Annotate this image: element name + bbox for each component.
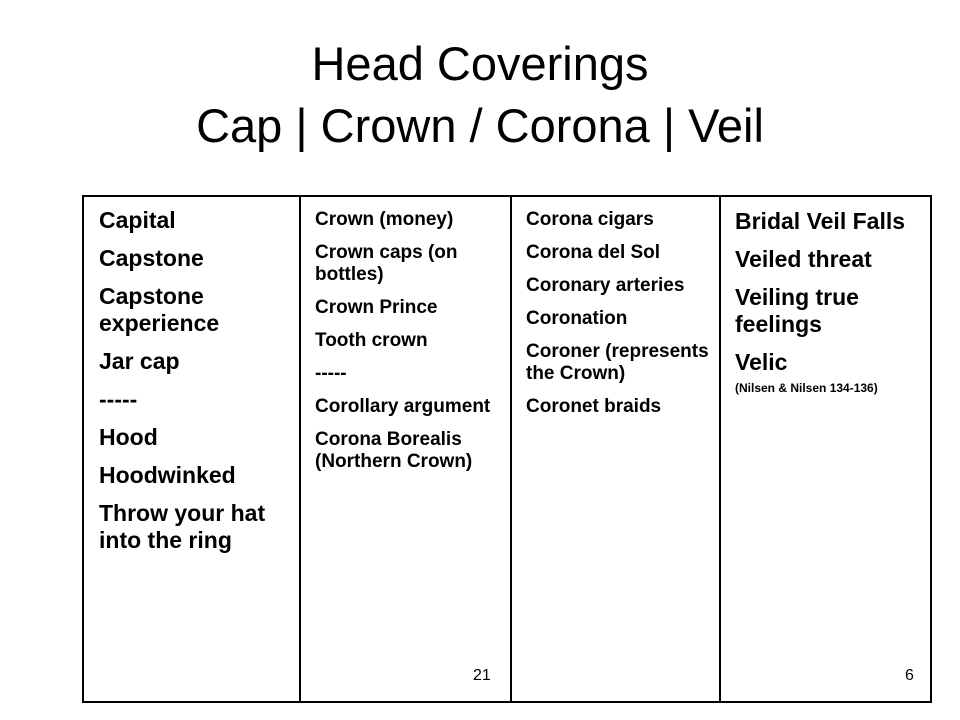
list-item: Coroner (represents the Crown) bbox=[526, 341, 709, 384]
list-item: Coronet braids bbox=[526, 396, 662, 417]
list-item: Corona cigars bbox=[526, 209, 654, 230]
crown-list bbox=[315, 209, 504, 473]
page-number: 21 bbox=[473, 667, 491, 684]
list-item: Corona Borealis (Northern Crown) bbox=[315, 429, 473, 472]
slide-number: 6 bbox=[905, 667, 914, 684]
list-item: Coronary arteries bbox=[526, 275, 685, 296]
list-item: Capstone bbox=[99, 245, 204, 271]
list-item: Corona del Sol bbox=[526, 242, 661, 263]
column-cap bbox=[84, 197, 299, 701]
list-item: Veiled threat bbox=[735, 246, 872, 272]
list-item: Jar cap bbox=[99, 348, 180, 374]
terms-table bbox=[82, 195, 932, 703]
list-item: Crown caps (on bottles) bbox=[315, 242, 458, 285]
corona-list bbox=[526, 209, 713, 418]
list-item: Hoodwinked bbox=[99, 462, 236, 488]
list-item: Hood bbox=[99, 424, 158, 450]
column-crown bbox=[299, 197, 510, 701]
citation: (Nilsen & Nilsen 134-136) bbox=[735, 381, 878, 395]
list-item: Corollary argument bbox=[315, 396, 491, 417]
column-corona bbox=[510, 197, 719, 701]
slide-title-line1: Head Coverings bbox=[311, 37, 649, 90]
list-item: Coronation bbox=[526, 308, 628, 329]
column-veil bbox=[719, 197, 930, 701]
list-item: Bridal Veil Falls bbox=[735, 208, 906, 234]
list-item: Veiling true feelings bbox=[735, 284, 859, 337]
list-item: Crown (money) bbox=[315, 209, 454, 230]
list-item: ----- bbox=[315, 363, 347, 384]
list-item: Velic bbox=[735, 349, 788, 375]
slide-title-line2: Cap | Crown / Corona | Veil bbox=[196, 99, 764, 152]
list-item: Throw your hat into the ring bbox=[99, 500, 266, 553]
cap-list bbox=[99, 207, 293, 554]
list-item: Capital bbox=[99, 207, 176, 233]
list-item: Crown Prince bbox=[315, 297, 438, 318]
list-item: Capstone experience bbox=[99, 283, 220, 336]
veil-list bbox=[735, 208, 924, 395]
list-item: Tooth crown bbox=[315, 330, 428, 351]
list-item: ----- bbox=[99, 386, 138, 412]
